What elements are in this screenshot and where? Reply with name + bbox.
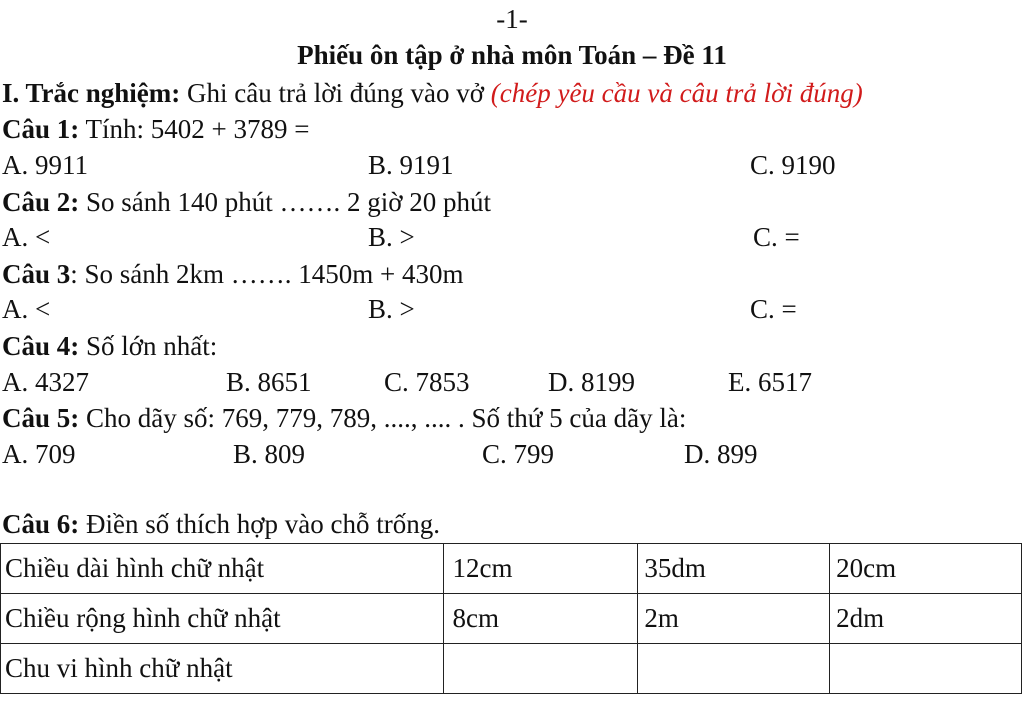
q5-option-c: C. 799 <box>482 439 555 469</box>
q2-option-b: B. > <box>368 222 415 252</box>
q3-option-b: B. > <box>368 294 415 324</box>
table-row <box>1 594 1022 644</box>
page-title: Phiếu ôn tập ở nhà môn Toán – Đề 11 <box>297 40 727 70</box>
table-cell: 20cm <box>830 544 1022 594</box>
section-text: Ghi câu trả lời đúng vào vở <box>180 78 491 108</box>
question-label: Câu 1: <box>2 114 80 144</box>
page-number: -1- <box>496 4 528 34</box>
table-cell: 8cm <box>444 594 638 644</box>
question-label: Câu 2: <box>2 187 80 217</box>
q1-option-b: B. 9191 <box>368 150 454 180</box>
q3-option-c: C. = <box>750 294 797 324</box>
q1-option-c: C. 9190 <box>750 150 836 180</box>
rectangle-table <box>0 543 1022 694</box>
section-note: (chép yêu cầu và câu trả lời đúng) <box>490 78 863 108</box>
q2-option-c: C. = <box>753 222 800 252</box>
question-3 <box>2 257 464 291</box>
question-5 <box>2 401 686 435</box>
q4-option-c: C. 7853 <box>384 367 470 397</box>
table-cell: 2dm <box>830 594 1022 644</box>
q1-option-a: A. 9911 <box>2 150 88 180</box>
table-cell: Chiều dài hình chữ nhật <box>1 544 444 594</box>
q3-option-a: A. < <box>2 294 51 324</box>
question-label: Câu 6: <box>2 509 80 539</box>
blank-cell <box>638 644 830 694</box>
q5-option-d: D. 899 <box>684 439 758 469</box>
table-row <box>1 544 1022 594</box>
question-label: Câu 4: <box>2 331 80 361</box>
q5-option-b: B. 809 <box>233 439 306 469</box>
question-text: Số lớn nhất: <box>79 331 218 361</box>
question-2 <box>2 185 491 219</box>
question-text: So sánh 140 phút ……. 2 giờ 20 phút <box>79 187 492 217</box>
q4-option-d: D. 8199 <box>548 367 635 397</box>
blank-cell <box>444 644 638 694</box>
table-row <box>1 644 1022 694</box>
table-cell: 12cm <box>444 544 638 594</box>
question-1 <box>2 112 309 146</box>
table-cell: Chu vi hình chữ nhật <box>1 644 444 694</box>
table-cell: 2m <box>638 594 830 644</box>
table-cell: 35dm <box>638 544 830 594</box>
question-text: : So sánh 2km ……. 1450m + 430m <box>70 259 464 289</box>
section-instruction <box>2 76 863 110</box>
q4-option-b: B. 8651 <box>226 367 312 397</box>
question-text: Cho dãy số: 769, 779, 789, ...., .... . Số thứ 5 của dãy là: <box>79 403 687 433</box>
question-label: Câu 5: <box>2 403 80 433</box>
q5-option-a: A. 709 <box>2 439 76 469</box>
table-cell: Chiều rộng hình chữ nhật <box>1 594 444 644</box>
question-text: Điền số thích hợp vào chỗ trống. <box>79 509 440 539</box>
question-label: Câu 3 <box>2 259 71 289</box>
section-label: I. Trắc nghiệm: <box>2 78 181 108</box>
q4-option-a: A. 4327 <box>2 367 89 397</box>
question-6 <box>2 507 440 541</box>
question-text: Tính: 5402 + 3789 = <box>79 114 310 144</box>
blank-cell <box>830 644 1022 694</box>
q4-option-e: E. 6517 <box>728 367 812 397</box>
question-4 <box>2 329 217 363</box>
q2-option-a: A. < <box>2 222 51 252</box>
